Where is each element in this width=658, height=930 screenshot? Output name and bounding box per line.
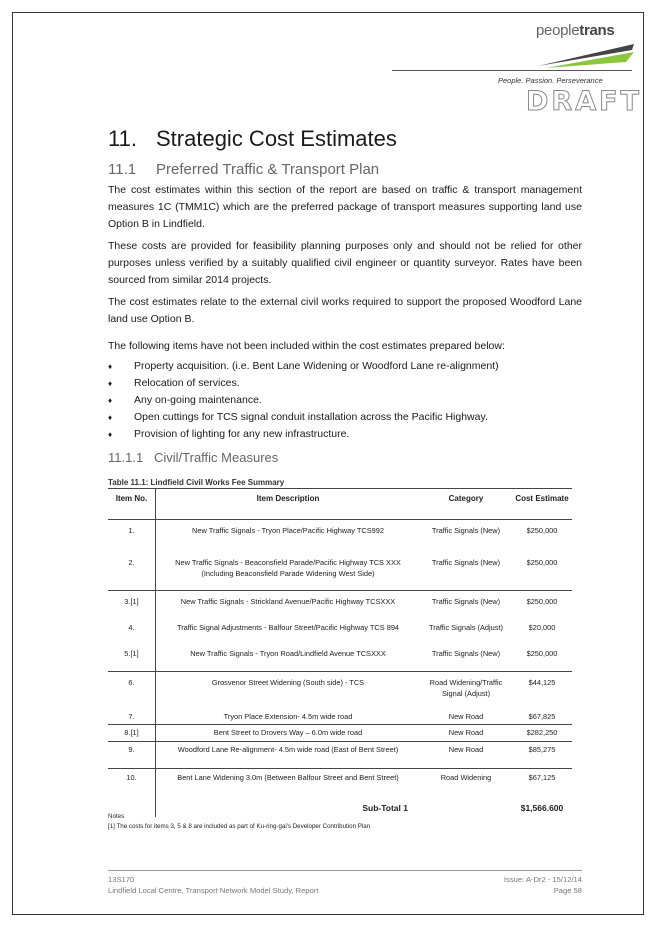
cell-item: 2.	[108, 552, 156, 590]
table-notes	[108, 812, 370, 832]
header-item-no: Item No.	[108, 489, 156, 519]
subsection-title: Preferred Traffic & Transport Plan	[156, 161, 380, 178]
cell-description: New Traffic Signals - Strickland Avenue/Pacific Highway TCSXXX	[180, 597, 396, 606]
cell-category: Road Widening/Traffic Signal (Adjust)	[429, 678, 503, 698]
section-number: 11.	[108, 126, 137, 151]
cell-description: New Traffic Signals - Tryon Place/Pacific Highway TCS992	[192, 526, 384, 535]
cell-description: New Traffic Signals - Tryon Road/Lindfield Avenue TCSXXX	[190, 649, 386, 658]
table-row	[108, 769, 572, 797]
footer-left	[108, 874, 318, 896]
notes-text: [1] The costs for items 3, 5 & 8 are included as part of Ku-ring-gai's Developer Contribution Plan	[108, 823, 371, 830]
header-rule	[392, 70, 632, 71]
footer-rule	[108, 870, 582, 871]
cell-cost: $44,125	[528, 678, 556, 687]
cell-cost: $250,000	[526, 597, 558, 606]
cell-description: Bent Lane Widening 3.0m (Between Balfour Street and Bent Street)	[177, 773, 399, 782]
list-item	[108, 358, 582, 375]
footer-page: Page 58	[553, 886, 582, 895]
cell-item: 4.	[108, 617, 156, 643]
cell-category: Road Widening	[440, 773, 492, 782]
section-heading	[108, 126, 397, 152]
table-row	[108, 617, 572, 643]
subsubsection-number: 11.1.1	[108, 450, 144, 465]
subtotal-value: $1,566.600	[520, 803, 564, 813]
cell-category: Traffic Signals (New)	[431, 649, 501, 658]
subsubsection-heading	[108, 450, 278, 465]
cell-category: Traffic Signals (New)	[431, 558, 501, 567]
cell-cost: $67,125	[528, 773, 556, 782]
subtotal-spacer-category	[420, 797, 512, 817]
cell-description: Traffic Signal Adjustments - Balfour Street/Pacific Highway TCS 894	[176, 623, 400, 632]
notes-title: Notes	[108, 813, 125, 820]
cell-category: Traffic Signals (Adjust)	[429, 623, 503, 632]
cell-cost: $250,000	[526, 558, 558, 567]
table-row	[108, 552, 572, 591]
paragraph-feasibility: These costs are provided for feasibility planning purposes only and should not be relied for other purposes unless verified by a suitably qualified civil engineer or quantity surveyor. Rates have been sourced from similar 2014 projects.	[108, 240, 582, 286]
draft-watermark: DRAFT	[526, 86, 642, 117]
cell-cost: $282,250	[526, 728, 558, 737]
cell-item: 5.[1]	[108, 643, 156, 671]
bullet-icon: ♦	[108, 379, 113, 388]
bullet-icon: ♦	[108, 430, 113, 439]
table-row	[108, 742, 572, 769]
cell-category: Traffic Signals (New)	[431, 597, 501, 606]
table-row	[108, 725, 572, 742]
logo-suffix: trans	[579, 22, 615, 39]
header-cost: Cost Estimate	[515, 494, 569, 503]
bullet-icon: ♦	[108, 396, 113, 405]
table-row	[108, 643, 572, 672]
logo-prefix: people	[536, 22, 580, 39]
table-row	[108, 672, 572, 710]
list-item	[108, 375, 582, 392]
exclusions-list	[108, 358, 582, 443]
footer-right	[504, 874, 582, 896]
cell-description: Grosvenor Street Widening (South side) - TCS	[211, 678, 365, 687]
cell-item: 10.	[108, 769, 156, 797]
cell-cost: $85,275	[528, 745, 556, 754]
logo-swoosh-icon	[536, 36, 636, 70]
cell-item: 6.	[108, 672, 156, 710]
list-item	[108, 426, 582, 443]
cell-description: Woodford Lane Re-alignment- 4.5m wide road (East of Bent Street)	[177, 745, 399, 754]
cell-category: New Road	[448, 712, 484, 721]
cell-item: 9.	[108, 742, 156, 768]
table-row	[108, 520, 572, 552]
cell-description: Tryon Place Extension- 4.5m wide road	[223, 712, 353, 721]
table-caption: Table 11.1: Lindfield Civil Works Fee Summary	[108, 478, 285, 487]
footer-issue: Issue: A-Dr2 - 15/12/14	[503, 875, 582, 884]
cell-item: 1.	[108, 520, 156, 552]
cell-category: Traffic Signals (New)	[431, 526, 501, 535]
subtotal-label: Sub-Total 1	[362, 803, 408, 813]
footer-document: Lindfield Local Centre, Transport Network Model Study, Report	[108, 886, 319, 895]
list-item-text: Provision of lighting for any new infrastructure.	[134, 428, 350, 440]
tagline: People. Passion. Perseverance	[498, 76, 603, 85]
cell-item: 8.[1]	[108, 725, 156, 741]
paragraph-external-works: The cost estimates relate to the external civil works required to support the proposed Woodford Lane land use Option B.	[108, 296, 582, 325]
bullet-icon: ♦	[108, 362, 113, 371]
section-title: Strategic Cost Estimates	[156, 126, 397, 151]
subsection-number: 11.1	[108, 161, 137, 178]
cell-cost: $250,000	[526, 649, 558, 658]
cell-category: New Road	[448, 728, 484, 737]
header-description: Item Description	[256, 494, 320, 503]
cell-cost: $20,000	[528, 623, 556, 632]
paragraph-exclusions: The following items have not been included within the cost estimates prepared below:	[108, 340, 505, 352]
paragraph-intro: The cost estimates within this section of the report are based on traffic & transport management measures 1C (TMM1C) which are the preferred package of transport measures supporting land use Option B in Lindfield.	[108, 184, 582, 230]
cell-description: Bent Street to Drovers Way – 6.0m wide road	[213, 728, 363, 737]
cell-item: 3.[1]	[108, 591, 156, 617]
list-item-text: Any on-going maintenance.	[134, 394, 262, 406]
cell-cost: $250,000	[526, 526, 558, 535]
table-row	[108, 591, 572, 617]
bullet-icon: ♦	[108, 413, 113, 422]
civil-works-fee-table	[108, 488, 572, 817]
list-item	[108, 409, 582, 426]
table-header-row	[108, 489, 572, 520]
cell-category: New Road	[448, 745, 484, 754]
footer-code: 13S170	[108, 875, 135, 884]
cell-cost: $67,825	[528, 712, 556, 721]
list-item-text: Property acquisition. (i.e. Bent Lane Widening or Woodford Lane re-alignment)	[134, 360, 499, 372]
header-category: Category	[448, 494, 484, 503]
cell-description: New Traffic Signals - Beaconsfield Parade/Pacific Highway TCS XXX (Including Beaconsfield Parade Widening West Side)	[175, 558, 401, 578]
subsubsection-title: Civil/Traffic Measures	[154, 450, 279, 465]
subsection-heading	[108, 161, 379, 178]
peopletrans-logo	[536, 22, 636, 70]
cell-item: 7.	[108, 710, 156, 724]
list-item	[108, 392, 582, 409]
list-item-text: Open cuttings for TCS signal conduit installation across the Pacific Highway.	[134, 411, 488, 423]
table-row	[108, 710, 572, 725]
list-item-text: Relocation of services.	[134, 377, 240, 389]
